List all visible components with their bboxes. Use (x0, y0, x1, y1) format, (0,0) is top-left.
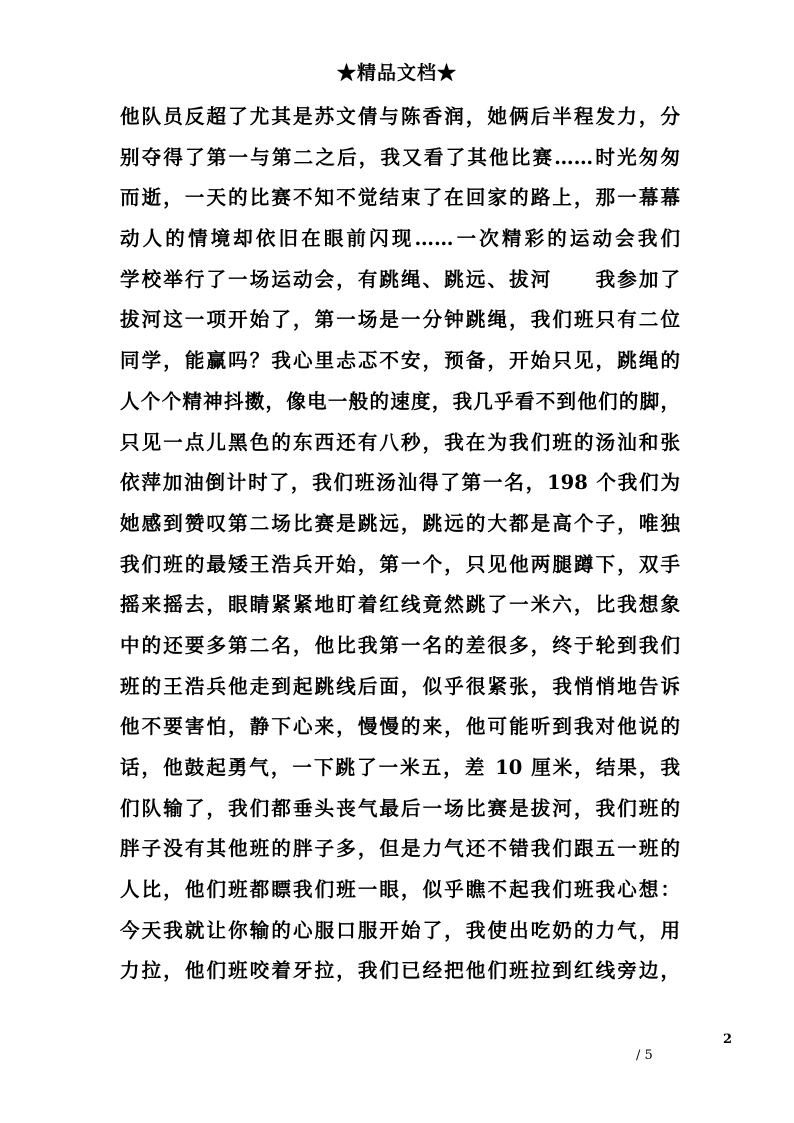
text-line: 们队输了，我们都垂头丧气最后一场比赛是拔河，我们班的 (120, 796, 680, 820)
text-line: 动人的情境却依旧在眼前闪现……一次精彩的运动会我们 (120, 227, 680, 251)
text-line: 我们班的最矮王浩兵开始，第一个，只见他两腿蹲下，双手 (120, 552, 680, 576)
page-number: 2 (723, 1032, 733, 1047)
text-line: 她感到赞叹第二场比赛是跳远，跳远的大都是高个子，唯独 (120, 511, 680, 535)
text-line: 拔河这一项开始了，第一场是一分钟跳绳，我们班只有二位 (120, 308, 680, 332)
text-line: 人比，他们班都瞟我们班一眼，似乎瞧不起我们班我心想： (120, 878, 680, 902)
text-line: 他不要害怕，静下心来，慢慢的来，他可能听到我对他说的 (120, 715, 680, 739)
text-line: 话，他鼓起勇气，一下跳了一米五，差 10 厘米，结果，我 (120, 756, 680, 779)
text-line: 摇来摇去，眼睛紧紧地盯着红线竟然跳了一米六，比我想象 (120, 593, 680, 617)
text-line: 班的王浩兵他走到起跳线后面，似乎很紧张，我悄悄地告诉 (120, 674, 680, 698)
text-line: 依萍加油倒计时了，我们班汤汕得了第一名，198 个我们为 (120, 471, 680, 495)
text-line: 学校举行了一场运动会，有跳绳、跳远、拔河 我参加了 (120, 267, 680, 291)
page-header: ★精品文档★ (336, 62, 457, 84)
text-line: 只见一点儿黑色的东西还有八秒，我在为我们班的汤汕和张 (120, 430, 680, 454)
text-line: 力拉，他们班咬着牙拉，我们已经把他们班拉到红线旁边， (120, 959, 680, 983)
text-line: 同学，能赢吗？我心里忐忑不安，预备，开始只见，跳绳的 (120, 349, 680, 373)
text-line: 今天我就让你输的心服口服开始了，我使出吃奶的力气，用 (120, 918, 680, 942)
text-line: 他队员反超了尤其是苏文倩与陈香润，她俩后半程发力，分 (120, 105, 680, 128)
text-line: 别夺得了第一与第二之后，我又看了其他比赛……时光匆匆 (120, 145, 680, 169)
body-text (120, 97, 680, 992)
text-line: 胖子没有其他班的胖子多，但是力气还不错我们跟五一班的 (120, 837, 680, 861)
text-line: 中的还要多第二名，他比我第一名的差很多，终于轮到我们 (120, 633, 680, 657)
page-total: / 5 (636, 1048, 653, 1063)
text-line: 人个个精神抖擞，像电一般的速度，我几乎看不到他们的脚， (120, 389, 680, 413)
text-line: 而逝，一天的比赛不知不觉结束了在回家的路上，那一幕幕 (120, 186, 680, 210)
